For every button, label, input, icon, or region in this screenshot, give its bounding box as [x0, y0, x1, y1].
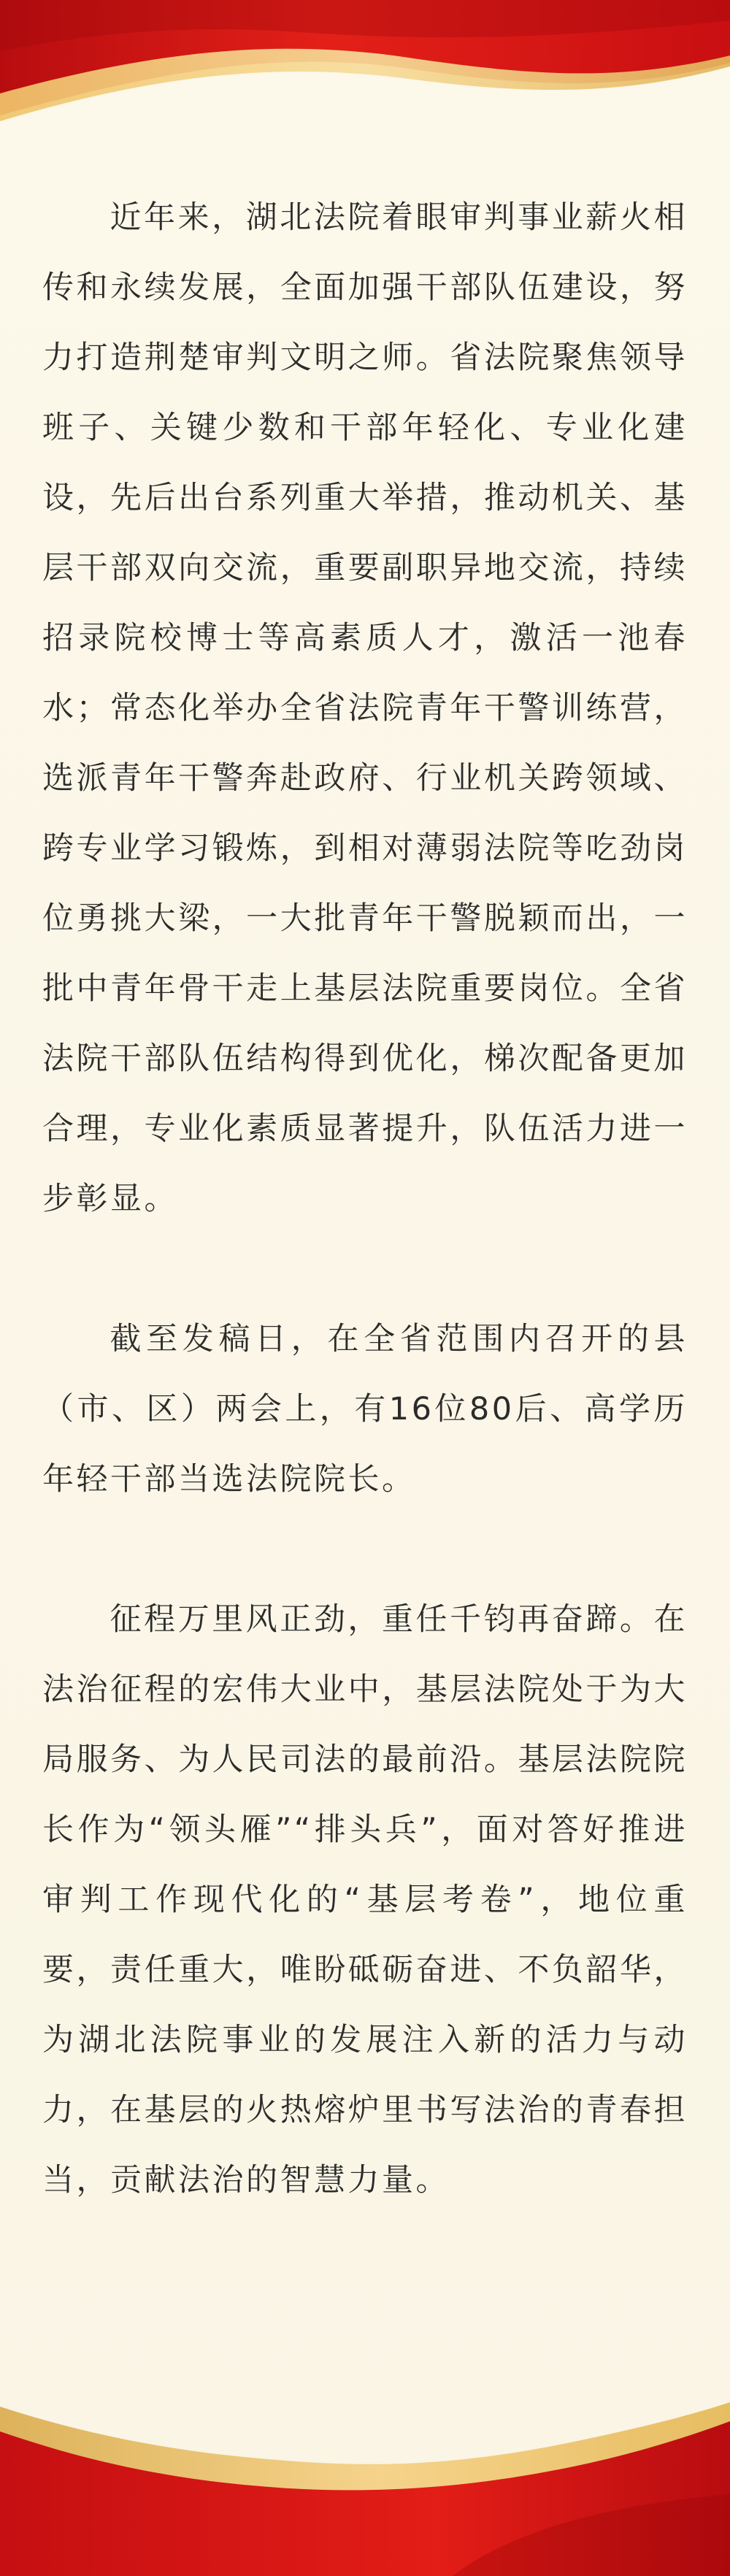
top-red-ribbon-decoration: [0, 0, 730, 139]
article-paragraph-2: 截至发稿日，在全省范围内召开的县（市、区）两会上，有16位80后、高学历年轻干部当选法院院长。: [42, 1321, 688, 1498]
article-paragraph-1: 近年来，湖北法院着眼审判事业薪火相传和永续发展，全面加强干部队伍建设，努力打造荆楚审判文明之师。省法院聚焦领导班子、关键少数和干部年轻化、专业化建设，先后出台系列重大举措，推动机关、基层干部双向交流，重要副职异地交流，持续招录院校博士等高素质人才，激活一池春水；常态化举办全省法院青年干警训练营，选派青年干警奔赴政府、行业机关跨领域、跨专业学习锻炼，到相对薄弱法院等吃劲岗位勇挑大梁，一大批青年干警脱颖而出，一批中青年骨干走上基层法院重要岗位。全省法院干部队伍结构得到优化，梯次配备更加合理，专业化素质显著提升，队伍活力进一步彰显。: [42, 199, 688, 1217]
article-body: [42, 183, 688, 2215]
article-paragraph-3: 征程万里风正劲，重任千钧再奋蹄。在法治征程的宏伟大业中，基层法院处于为大局服务、为人民司法的最前沿。基层法院院长作为“领头雁”“排头兵”，面对答好推进审判工作现代化的“基层考卷”，地位重要，责任重大，唯盼砥砺奋进、不负韶华，为湖北法院事业的发展注入新的活力与动力，在基层的火热熔炉里书写法治的青春担当，贡献法治的智慧力量。: [42, 1601, 688, 2199]
bottom-red-ribbon-decoration: [0, 2364, 730, 2576]
